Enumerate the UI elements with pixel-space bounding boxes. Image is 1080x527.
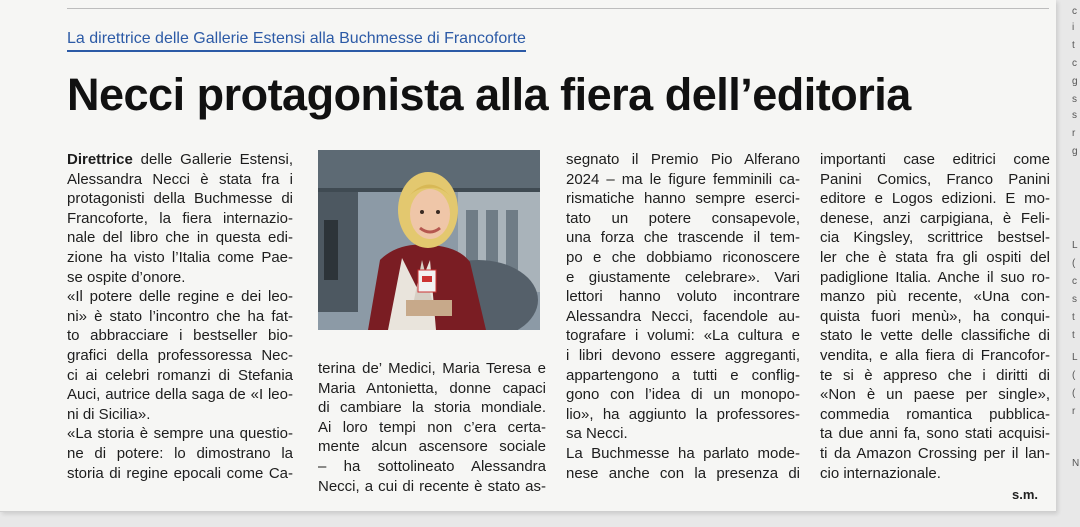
text-line: cio internazionale.	[820, 464, 941, 482]
text-line: lio», ha aggiunto la professores-	[566, 405, 800, 423]
text-line: cia Kingsley, scrittrice bestsel-	[820, 229, 1050, 247]
text-column-4	[820, 150, 1050, 483]
text-line: i libri devono essere aggreganti,	[566, 346, 800, 364]
text-line: segnato il Premio Pio Alferano	[566, 151, 800, 168]
text-line: commedia romantica pubblica-	[820, 405, 1050, 423]
photo-illustration	[318, 150, 540, 330]
article-headline: Necci protagonista alla fiera dell’editoria	[67, 69, 911, 120]
text-line: importanti case editrici come	[820, 151, 1050, 168]
text-line: to abbracciare i bestseller bio-	[67, 327, 293, 345]
text-line: terina de’ Medici, Maria Teresa e	[318, 360, 546, 377]
text-line: stato le vette delle classifiche di	[820, 327, 1050, 345]
text-line: nale del libro che in questa edi-	[67, 229, 293, 247]
author-signature: s.m.	[1012, 487, 1039, 502]
adjacent-page-edge: c i t c g s s r g L ( c s t t L ( ( r N	[1072, 6, 1080, 469]
text-line: vendita, e alla fiera di Francofor-	[820, 346, 1050, 364]
text-line: editore e Logos edizioni. E mo-	[820, 190, 1050, 208]
text-column-3	[566, 150, 800, 483]
text-line: te si è appreso che i diritti di	[820, 366, 1050, 384]
text-line: di cambiare la storia mondiale.	[318, 399, 546, 417]
text-line: Auci, autrice della saga de «I leo-	[67, 386, 293, 404]
text-line: ni» è stato l’incontro che ha fat-	[67, 307, 293, 325]
text-line: tato un potere consapevole,	[566, 209, 800, 227]
text-column-2	[318, 359, 546, 496]
text-line: zione ha visto l’Italia come Pae-	[67, 248, 293, 266]
text-line: Necci, a cui di recente è stato as-	[318, 477, 546, 495]
text-line: gono con l’idea di un monopo-	[566, 386, 800, 404]
text-line: denese, anzi carpigiana, è Feli-	[820, 209, 1050, 227]
text-line: quista fuori menù», ha conqui-	[820, 307, 1050, 325]
text-line: padiglione Italia. Anche il suo ro-	[820, 268, 1050, 286]
text-line: ta due anni fa, sono stati acquisi-	[820, 425, 1050, 443]
text-line: «La storia è sempre una questio-	[67, 425, 293, 443]
text-line: Maria Antonietta, donne capaci	[318, 379, 546, 397]
text-line: sa Necci.	[566, 425, 628, 443]
text-line: ne di potere: lo dimostrano la	[67, 444, 293, 462]
text-line: po e che dobbiamo riconoscere	[566, 248, 800, 266]
article-photo	[318, 150, 540, 330]
text-line: «Non è un paese per single»,	[820, 386, 1050, 404]
text-line: appartengono a tutti e conflig-	[566, 366, 800, 384]
text-line: Francoforte, la fiera internazio-	[67, 209, 293, 227]
text-column-1	[67, 150, 293, 483]
text-line: protagonisti della Buchmesse di	[67, 190, 293, 208]
text-line: una forza che trascende il tem-	[566, 229, 800, 247]
text-line: ni di Sicilia».	[67, 405, 151, 423]
text-line: nese anche con la presenza di	[566, 464, 800, 482]
text-line: Ai loro tempi non c’era certa-	[318, 418, 546, 436]
text-line: grafici della professoressa Nec-	[67, 346, 293, 364]
text-line: e giustamente celebrare». Vari	[566, 268, 800, 286]
text-line: lettori hanno voluto incontrare	[566, 288, 800, 306]
text-line: ci ai celebri romanzi di Stefania	[67, 366, 293, 384]
text-line: Alessandra Necci è stata fra i	[67, 170, 293, 188]
lead-word: Direttrice	[67, 151, 133, 168]
text-line: rismatiche hanno sempre eserci-	[566, 190, 800, 208]
text-line: Panini Comics, Franco Panini	[820, 170, 1050, 188]
text-line: tografare i volumi: «La cultura e	[566, 327, 800, 345]
text-line: Direttrice delle Gallerie Estensi,	[67, 151, 293, 168]
top-rule	[67, 8, 1049, 9]
text-line: ti da Amazon Crossing per il lan-	[820, 444, 1050, 462]
text-line: se ospite d’onore.	[67, 268, 186, 286]
text-line: storia di regine epocali come Ca-	[67, 464, 293, 482]
text-line: ler che è stata fra gli ospiti del	[820, 248, 1050, 266]
text-line: – ha sottolineato Alessandra	[318, 457, 546, 475]
text-line: mente alcun ascensore sociale	[318, 438, 546, 456]
text-line: «Il potere delle regine e dei leo-	[67, 288, 293, 306]
text-line: manzo più recente, «Una con-	[820, 288, 1050, 306]
text-line: Alessandra Necci, facendole au-	[566, 307, 800, 325]
article-overline: La direttrice delle Gallerie Estensi alla Buchmesse di Francoforte	[67, 29, 526, 52]
text-line: La Buchmesse ha parlato mode-	[566, 444, 800, 462]
text-line: 2024 – ma le figure femminili ca-	[566, 170, 800, 188]
